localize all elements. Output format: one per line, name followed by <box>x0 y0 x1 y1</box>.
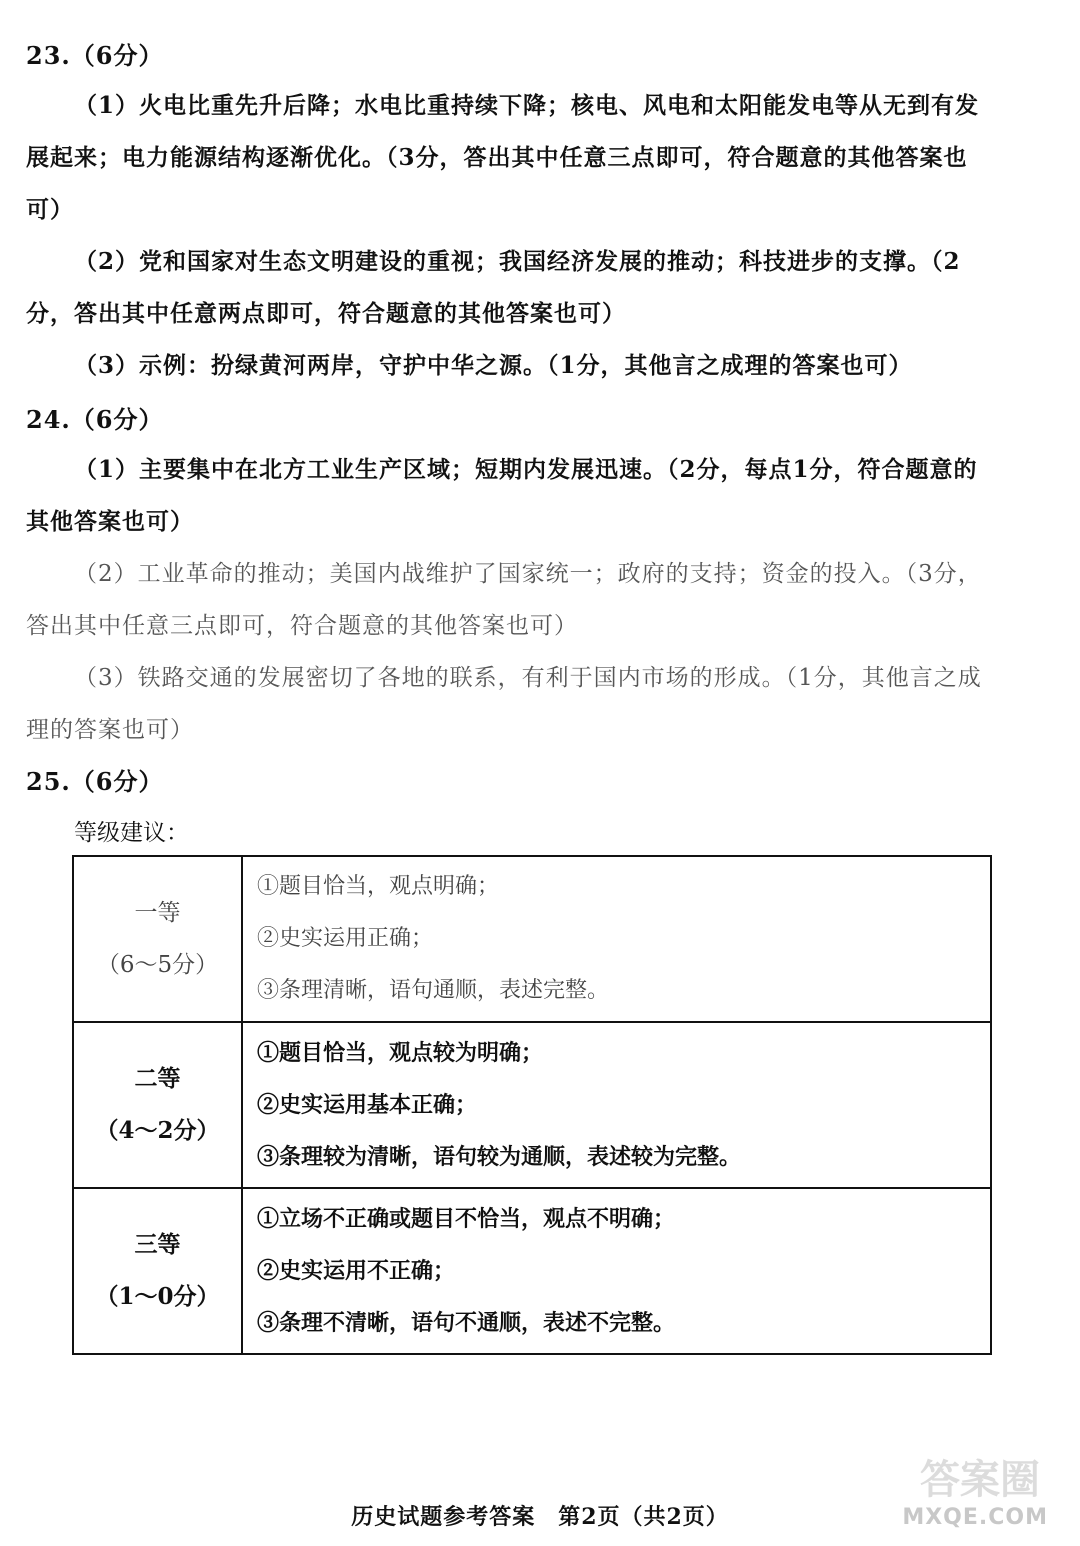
grade-cell <box>73 1188 242 1354</box>
grade-score-range: （6～5分） <box>96 952 219 978</box>
grade-score-range: （4～2分） <box>95 1117 220 1144</box>
criteria-cell <box>242 856 991 1022</box>
question-23-part-1: （1）火电比重先升后降；水电比重持续下降；核电、风电和太阳能发电等从无到有发展起来；电力能源结构逐渐优化。（3分，答出其中任意三点即可，符合题意的其他答案也可） <box>26 92 980 223</box>
question-24-part-2: （2）工业革命的推动；美国内战维护了国家统一；政府的支持；资金的投入。（3分，答出其中任意三点即可，符合题意的其他答案也可） <box>26 561 982 639</box>
question-24-part-3: （3）铁路交通的发展密切了各地的联系，有利于国内市场的形成。（1分，其他言之成理的答案也可） <box>26 665 982 743</box>
question-23-part-2: （2）党和国家对生态文明建设的重视；我国经济发展的推动；科技进步的支撑。（2分，答出其中任意两点即可，符合题意的其他答案也可） <box>26 248 961 327</box>
grade-suggestion-label: 等级建议： <box>74 820 189 846</box>
criterion: ①题目恰当，观点明确； <box>257 874 500 899</box>
page-footer: 历史试题参考答案 第2页（共2页） <box>351 1504 729 1530</box>
grading-table <box>72 855 992 1355</box>
criterion: ②史实运用不正确； <box>257 1258 456 1284</box>
grade-level: 三等 <box>134 1231 181 1258</box>
grade-cell <box>73 856 242 1022</box>
watermark-site-text: MXQE.COM <box>902 1505 1048 1530</box>
criterion: ③条理不清晰，语句不通顺，表述不完整。 <box>257 1310 676 1336</box>
grade-score-range: （1～0分） <box>95 1283 220 1310</box>
grade-level: 二等 <box>134 1065 181 1092</box>
watermark-logo-text: 答案圈 <box>920 1457 1040 1503</box>
criterion: ③条理较为清晰，语句较为通顺，表述较为完整。 <box>257 1144 742 1170</box>
question-23-heading: 23.（6分） <box>26 41 164 70</box>
grade-cell <box>73 1022 242 1188</box>
criteria-cell <box>242 1188 991 1354</box>
criterion: ②史实运用正确； <box>257 926 434 951</box>
grading-row <box>73 856 991 1022</box>
question-24-part-1: （1）主要集中在北方工业生产区域；短期内发展迅速。（2分，每点1分，符合题意的其他答案也可） <box>26 456 978 535</box>
criterion: ②史实运用基本正确； <box>257 1092 478 1118</box>
criterion: ①题目恰当，观点较为明确； <box>257 1040 544 1066</box>
grading-row <box>73 1188 991 1354</box>
criterion: ③条理清晰，语句通顺，表述完整。 <box>257 978 610 1003</box>
question-23-part-3: （3）示例：扮绿黄河两岸，守护中华之源。（1分，其他言之成理的答案也可） <box>74 352 913 379</box>
criterion: ①立场不正确或题目不恰当，观点不明确； <box>257 1206 676 1232</box>
criteria-cell <box>242 1022 991 1188</box>
grade-level: 一等 <box>134 900 181 926</box>
question-25-heading: 25.（6分） <box>26 767 164 796</box>
grading-row <box>73 1022 991 1188</box>
question-24-heading: 24.（6分） <box>26 405 164 434</box>
